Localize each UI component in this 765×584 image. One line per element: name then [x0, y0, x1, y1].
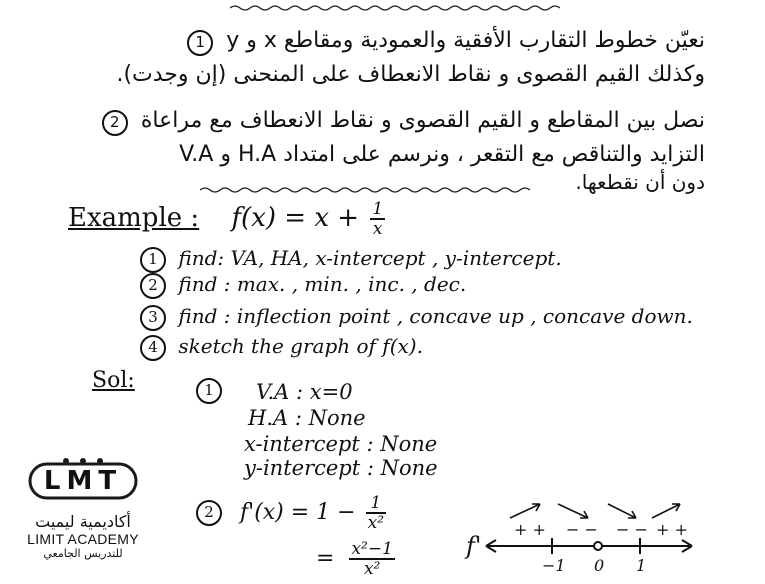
task-4-number-icon: 4	[140, 335, 166, 361]
intro-step2-line1: نصل بين المقاطع و القيم القصوى و نقاط الانعطاف مع مراعاة	[140, 108, 705, 133]
function-prefix: f(x) = x +	[231, 203, 360, 233]
derivative-fraction	[366, 494, 386, 532]
intro-step2	[25, 108, 705, 136]
sign-chart-tick-label-pos1: 1	[636, 556, 647, 575]
logo-brand-mark	[18, 456, 148, 502]
example-heading	[68, 200, 385, 238]
task-3-text: find : inflection point , concave up , concave down.	[178, 304, 693, 328]
task-2-text: find : max. , min. , inc. , dec.	[178, 272, 467, 296]
task-4-text: sketch the graph of f(x).	[178, 334, 423, 358]
task-3	[140, 304, 693, 331]
derivative-numerator: 1	[366, 494, 386, 514]
derivative-prefix: f'(x) = 1 −	[240, 500, 356, 525]
solution-ha: H.A : None	[248, 406, 366, 430]
task-1-number-icon: 1	[140, 247, 166, 273]
task-2-number-icon: 2	[140, 273, 166, 299]
task-2	[140, 272, 466, 299]
derivative-denominator: x²	[367, 513, 385, 533]
sign-chart-tick-label-zero: 0	[594, 556, 605, 575]
sign-chart-sign-3: − −	[616, 520, 648, 539]
task-3-number-icon: 3	[140, 305, 166, 331]
sign-chart-sign-4: + +	[656, 520, 688, 539]
intro-step1-line1: نعيّن خطوط التقارب الأفقية والعمودية ومقاطع x و y	[226, 28, 705, 53]
decreasing-arrow-icon-mid-right	[608, 504, 636, 518]
solution-yint: y-intercept : None	[244, 456, 438, 480]
derivative2-fraction	[349, 540, 394, 578]
logo-tagline: للتدريس الجامعي	[43, 547, 123, 560]
logo-brand-text: LMT	[43, 466, 123, 496]
solution-derivative-simplified	[316, 540, 395, 578]
intro-step1-line2: وكذلك القيم القصوى و نقاط الانعطاف على المنحنى (إن وجدت).	[116, 62, 705, 87]
solution-label: Sol:	[92, 368, 135, 393]
task-1	[140, 246, 562, 273]
sign-chart-sign-2: − −	[566, 520, 598, 539]
logo-arabic-name: أكاديمية ليميت	[35, 512, 131, 531]
sign-chart-label: f'	[466, 532, 482, 560]
solution-part1-number	[196, 378, 228, 404]
intro-step1	[45, 28, 705, 56]
solution-va: V.A : x=0	[256, 380, 353, 404]
solution-derivative	[240, 494, 386, 532]
example-label: Example :	[68, 203, 200, 233]
intro-step2-line3: دون أن نقطعها.	[575, 170, 705, 194]
sign-chart	[480, 500, 700, 580]
derivative-eq-sign: =	[316, 546, 335, 571]
sign-chart-tick-zero	[594, 542, 602, 550]
solution-part2-number-icon: 2	[196, 500, 222, 526]
example-function	[231, 199, 385, 239]
middle-squiggle	[200, 186, 530, 194]
sign-chart-sign-1: + +	[514, 520, 546, 539]
sign-chart-tick-label-neg1: −1	[542, 556, 566, 575]
task-1-text: find: VA, HA, x-intercept , y-intercept.	[178, 246, 562, 270]
intro-step2-line2: التزايد والتناقص مع التقعر ، ونرسم على امتداد H.A و V.A	[179, 142, 705, 167]
solution-part1-number-icon: 1	[196, 378, 222, 404]
step1-number-icon: 1	[187, 30, 213, 56]
limit-academy-logo	[18, 456, 148, 560]
increasing-arrow-icon-left	[510, 504, 540, 518]
fraction-numerator: 1	[372, 199, 384, 219]
derivative2-numerator: x²−1	[351, 539, 393, 559]
increasing-arrow-icon-right	[652, 504, 680, 518]
decreasing-arrow-icon-mid-left	[558, 504, 588, 518]
solution-xint: x-intercept : None	[244, 432, 438, 456]
task-4	[140, 334, 423, 361]
step2-number-icon: 2	[102, 110, 128, 136]
function-fraction	[370, 200, 385, 238]
derivative2-denominator: x²	[363, 559, 381, 579]
top-squiggle	[230, 4, 560, 12]
solution-part2-number	[196, 500, 228, 526]
logo-english-name: LIMIT ACADEMY	[27, 531, 139, 547]
fraction-denominator: x	[372, 219, 383, 239]
